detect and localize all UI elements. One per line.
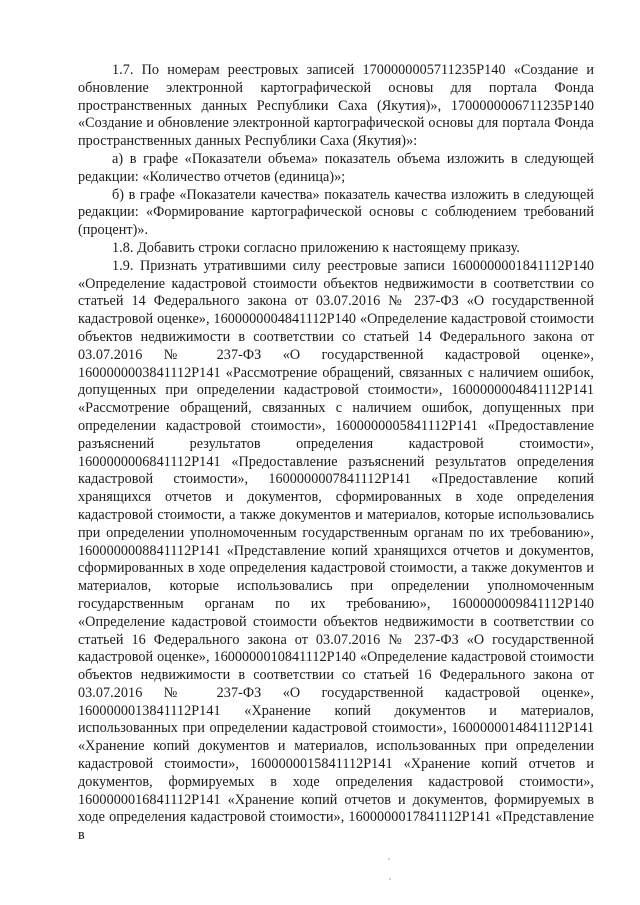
paragraph-1-8: 1.8. Добавить строки согласно приложению к настоящему приказу. [112,239,520,256]
paragraph-1-9: 1.9. Признать утратившими силу реестровые записи 1600000001841112Р140 «Определение кадастровой стоимости объектов недвижимости в соответствии со статьей 14 Федерального закона от 03.07.2016 № 237-ФЗ «О государственной кадастровой оценке», 1600000004841112Р140 «Определение кадастровой стоимости объектов недвижимости в соответствии со статьей 14 Федерального закона от 03.07.2016 № 237-ФЗ «О государственной кадастровой оценке», 1600000003841112Р141 «Рассмотрение обращений, связанных с наличием ошибок, допущенных при определении кадастровой стоимости», 1600000004841112Р141 «Рассмотрение обращений, связанных с наличием ошибок, допущенных при определении кадастровой стоимости», 1600000005841112Р141 «Предоставление разъяснений результатов определения кадастровой стоимости», 1600000006841112Р141 «Предоставление разъяснений результатов определения кадастровой стоимости», 1600000007841112Р141 «Предоставление копий хранящихся отчетов и документов, сформированных в ходе определения кадастровой стоимости, а также документов и материалов, которые использовались при определении уполномоченным государственным органам по их требованию», 1600000008841112Р141 «Представление копий хранящихся отчетов и документов, сформированных в ходе определения кадастровой стоимости, а также документов и материалов, которые использовались при определении уполномоченным государственным органам по их требованию», 1600000009841112Р140 «Определение кадастровой стоимости объектов недвижимости в соответствии со статьей 16 Федерального закона от 03.07.2016 № 237-ФЗ «О государственной кадастровой оценке», 1600000010841112Р140 «Определение кадастровой стоимости объектов недвижимости в соответствии со статьей 16 Федерального закона от 03.07.2016 № 237-ФЗ «О государственной кадастровой оценке», 1600000013841112Р141 «Хранение копий документов и материалов, использованных при определении кадастровой стоимости», 1600000014841112Р141 «Хранение копий документов и материалов, использованных при определении кадастровой стоимости», 1600000015841112Р141 «Хранение копий отчетов и документов, формируемых в ходе определения кадастровой стоимости», 1600000016841112Р141 «Хранение копий отчетов и документов, формируемых в ходе определения кадастровой стоимости», 1600000017841112Р141 «Представление в [78,257,594,844]
paragraph-subitem-a: а) в графе «Показатели объема» показатель объема изложить в следующей редакции: «Количество отчетов (единица)»; [78,150,594,185]
paragraph-1-7: 1.7. По номерам реестровых записей 1700000005711235Р140 «Создание и обновление электронной картографической основы для портала Фонда пространственных данных Республики Саха (Якутия)», 1700000006711235Р140 «Создание и обновление электронной картографической основы для портала Фонда пространственных данных Республики Саха (Якутия)»: [78,62,594,150]
scan-speck [389,878,391,880]
scan-speck [388,858,390,860]
paragraph-subitem-b: б) в графе «Показатели качества» показатель качества изложить в следующей редакции: «Формирование картографической основы с соблюдением требований (процент)». [78,186,594,239]
